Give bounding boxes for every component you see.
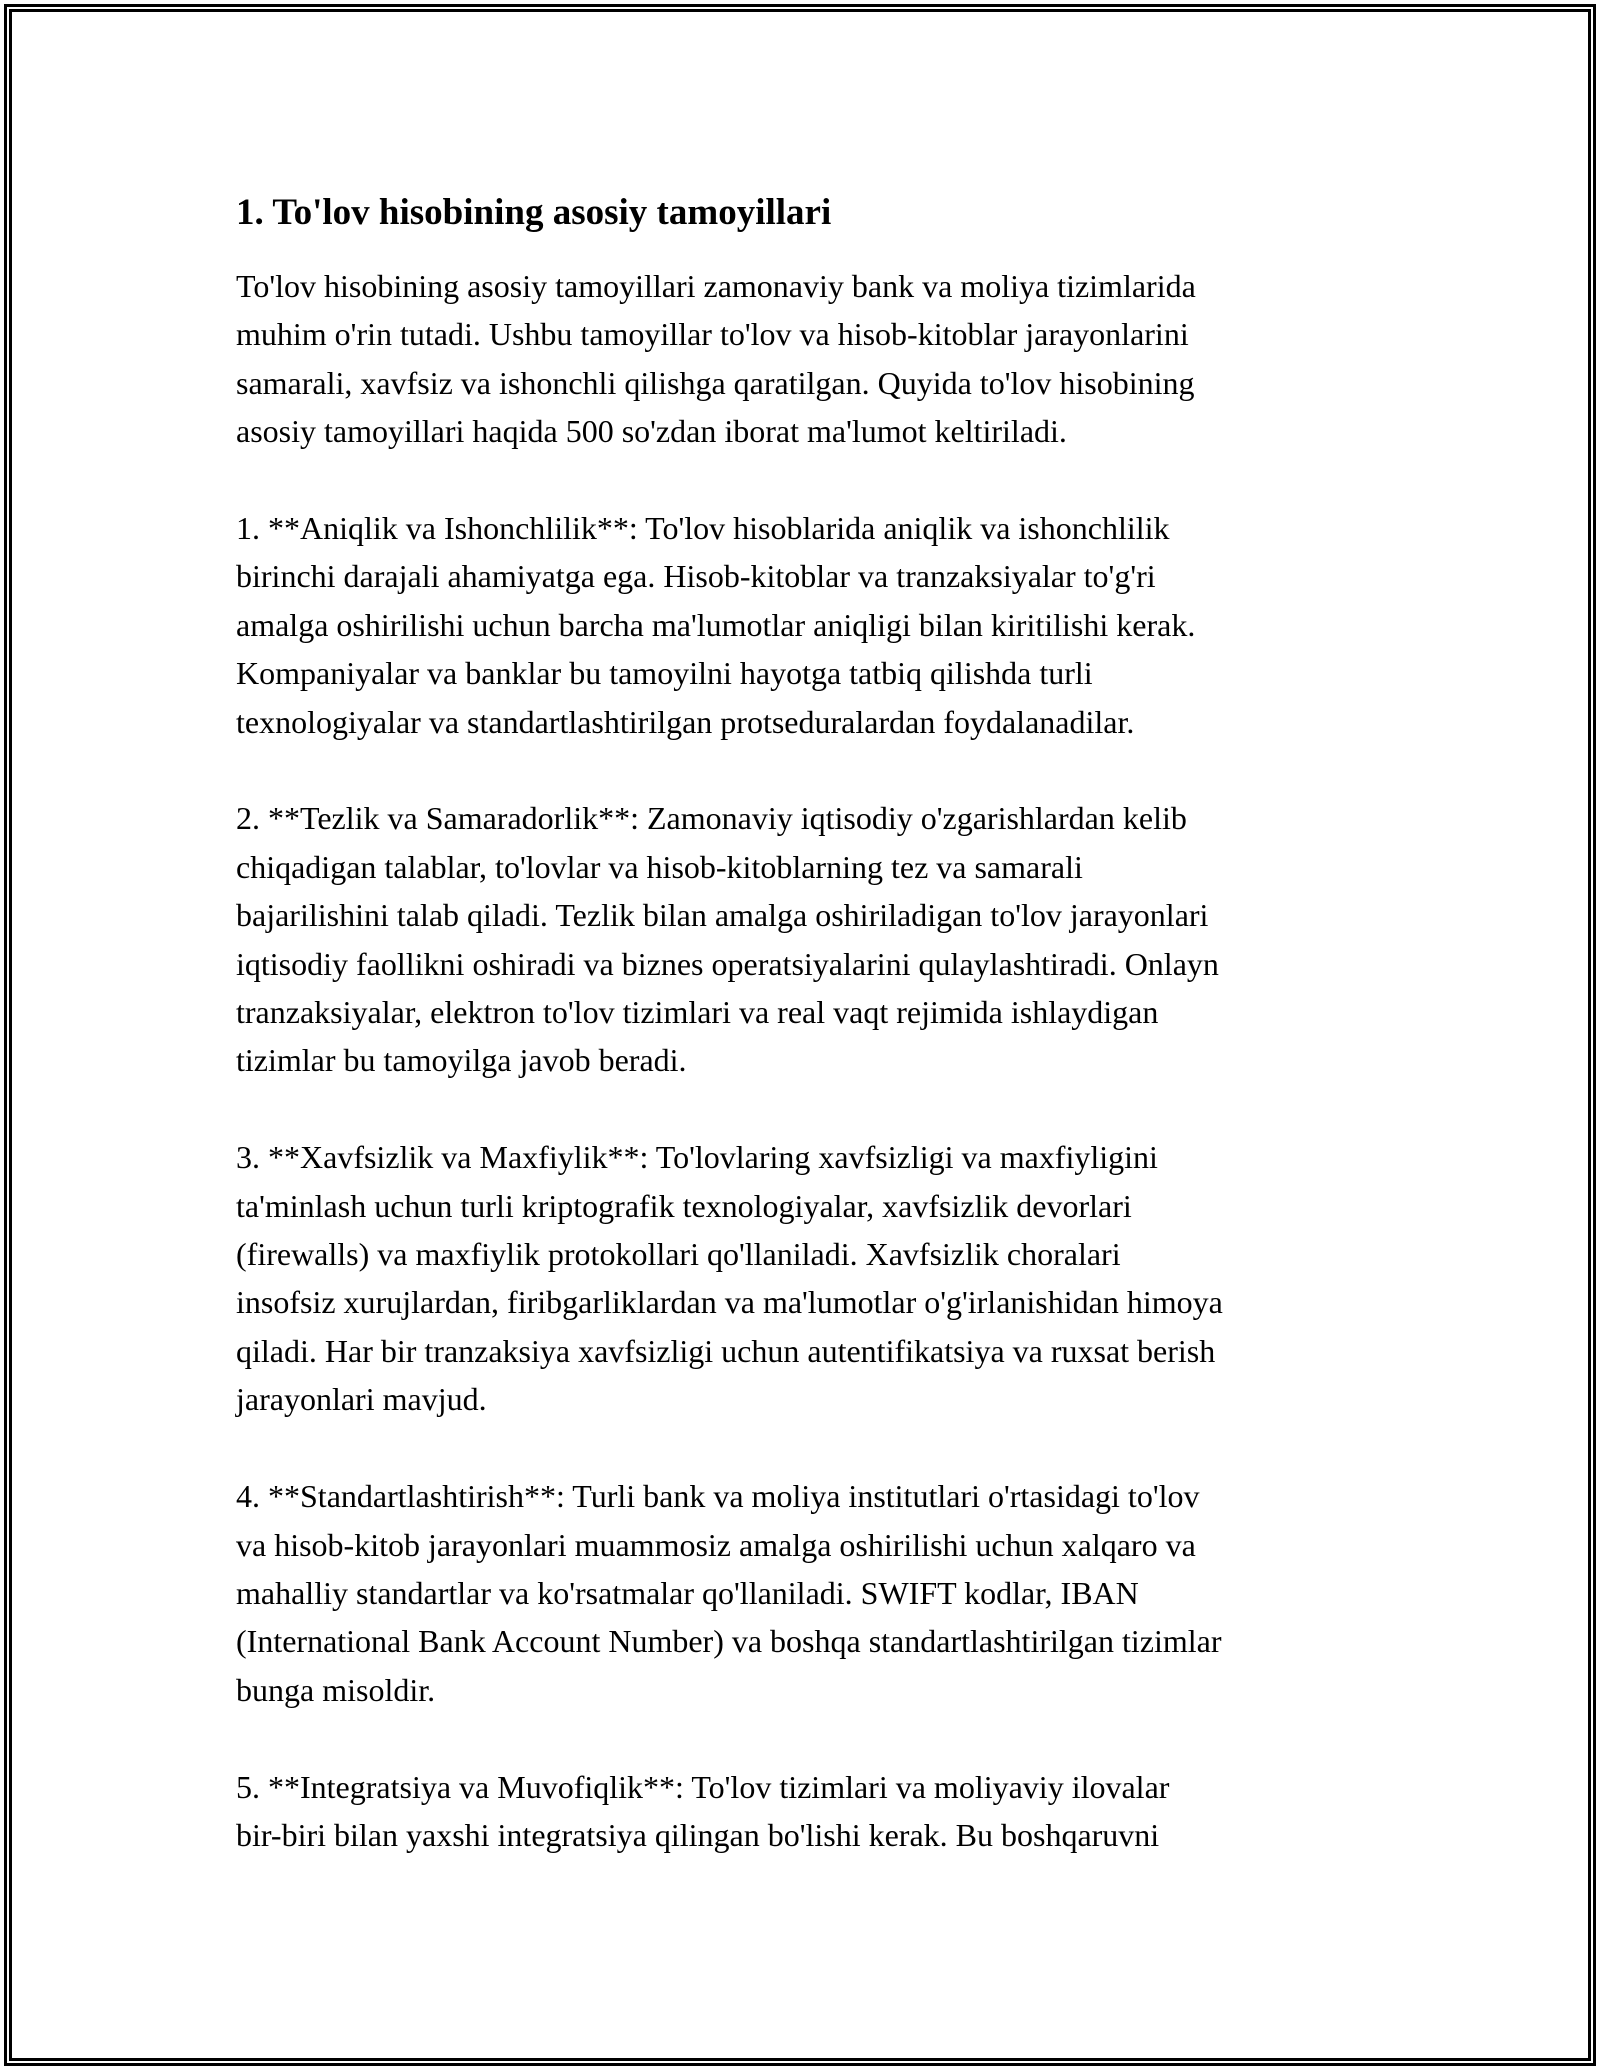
paragraph-line: asosiy tamoyillari haqida 500 so'zdan iborat ma'lumot keltiriladi.	[236, 413, 1067, 450]
intro-paragraph	[236, 262, 1386, 456]
paragraph-line: texnologiyalar va standartlashtirilgan protseduralardan foydalanadilar.	[236, 703, 1135, 740]
paragraph-line: Kompaniyalar va banklar bu tamoyilni hayotga tatbiq qilishda turli	[236, 655, 1093, 692]
paragraph-line: va hisob-kitob jarayonlari muammosiz amalga oshirilishi uchun xalqaro va	[236, 1526, 1196, 1563]
document-body	[236, 188, 1386, 1908]
paragraph-line: chiqadigan talablar, to'lovlar va hisob-kitoblarning tez va samarali	[236, 848, 1083, 885]
paragraph-line: (International Bank Account Number) va boshqa standartlashtirilgan tizimlar	[236, 1623, 1222, 1660]
paragraph-line: bunga misoldir.	[236, 1671, 436, 1708]
paragraph-line: jarayonlari mavjud.	[236, 1381, 487, 1418]
section-heading: 1. To'lov hisobining asosiy tamoyillari	[236, 192, 832, 233]
paragraph-line: 1. **Aniqlik va Ishonchlilik**: To'lov hisoblarida aniqlik va ishonchlilik	[236, 510, 1170, 547]
paragraph-line: (firewalls) va maxfiylik protokollari qo'llaniladi. Xavfsizlik choralari	[236, 1236, 1121, 1273]
paragraph-line: ta'minlash uchun turli kriptografik texnologiyalar, xavfsizlik devorlari	[236, 1187, 1132, 1224]
paragraph-line: samarali, xavfsiz va ishonchli qilishga qaratilgan. Quyida to'lov hisobining	[236, 364, 1195, 401]
paragraph-line: tizimlar bu tamoyilga javob beradi.	[236, 1042, 687, 1079]
principle-2-paragraph	[236, 794, 1386, 1084]
principle-5-paragraph	[236, 1763, 1386, 1860]
paragraph-line: 5. **Integratsiya va Muvofiqlik**: To'lov tizimlari va moliyaviy ilovalar	[236, 1768, 1170, 1805]
paragraph-line: birinchi darajali ahamiyatga ega. Hisob-kitoblar va tranzaksiyalar to'g'ri	[236, 558, 1156, 595]
principle-1-paragraph	[236, 504, 1386, 746]
paragraph-line: To'lov hisobining asosiy tamoyillari zamonaviy bank va moliya tizimlarida	[236, 268, 1196, 304]
paragraph-line: muhim o'rin tutadi. Ushbu tamoyillar to'lov va hisob-kitoblar jarayonlarini	[236, 316, 1189, 353]
principle-4-paragraph	[236, 1472, 1386, 1714]
paragraph-line: insofsiz xurujlardan, firibgarliklardan va ma'lumotlar o'g'irlanishidan himoya	[236, 1284, 1223, 1321]
paragraph-line: mahalliy standartlar va ko'rsatmalar qo'llaniladi. SWIFT kodlar, IBAN	[236, 1574, 1139, 1611]
paragraph-line: qiladi. Har bir tranzaksiya xavfsizligi uchun autentifikatsiya va ruxsat berish	[236, 1332, 1216, 1369]
paragraph-line: tranzaksiyalar, elektron to'lov tizimlari va real vaqt rejimida ishlaydigan	[236, 994, 1159, 1031]
paragraph-line: 2. **Tezlik va Samaradorlik**: Zamonaviy iqtisodiy o'zgarishlardan kelib	[236, 800, 1187, 837]
paragraph-line: bir-biri bilan yaxshi integratsiya qilingan bo'lishi kerak. Bu boshqaruvni	[236, 1816, 1160, 1853]
principle-3-paragraph	[236, 1133, 1386, 1423]
paragraph-line: amalga oshirilishi uchun barcha ma'lumotlar aniqligi bilan kiritilishi kerak.	[236, 606, 1196, 643]
paragraph-line: iqtisodiy faollikni oshiradi va biznes operatsiyalarini qulaylashtiradi. Onlayn	[236, 945, 1219, 982]
paragraph-line: bajarilishini talab qiladi. Tezlik bilan amalga oshiriladigan to'lov jarayonlari	[236, 897, 1209, 934]
paragraph-line: 4. **Standartlashtirish**: Turli bank va moliya institutlari o'rtasidagi to'lov	[236, 1478, 1200, 1515]
paragraph-line: 3. **Xavfsizlik va Maxfiylik**: To'lovlaring xavfsizligi va maxfiyligini	[236, 1139, 1158, 1176]
